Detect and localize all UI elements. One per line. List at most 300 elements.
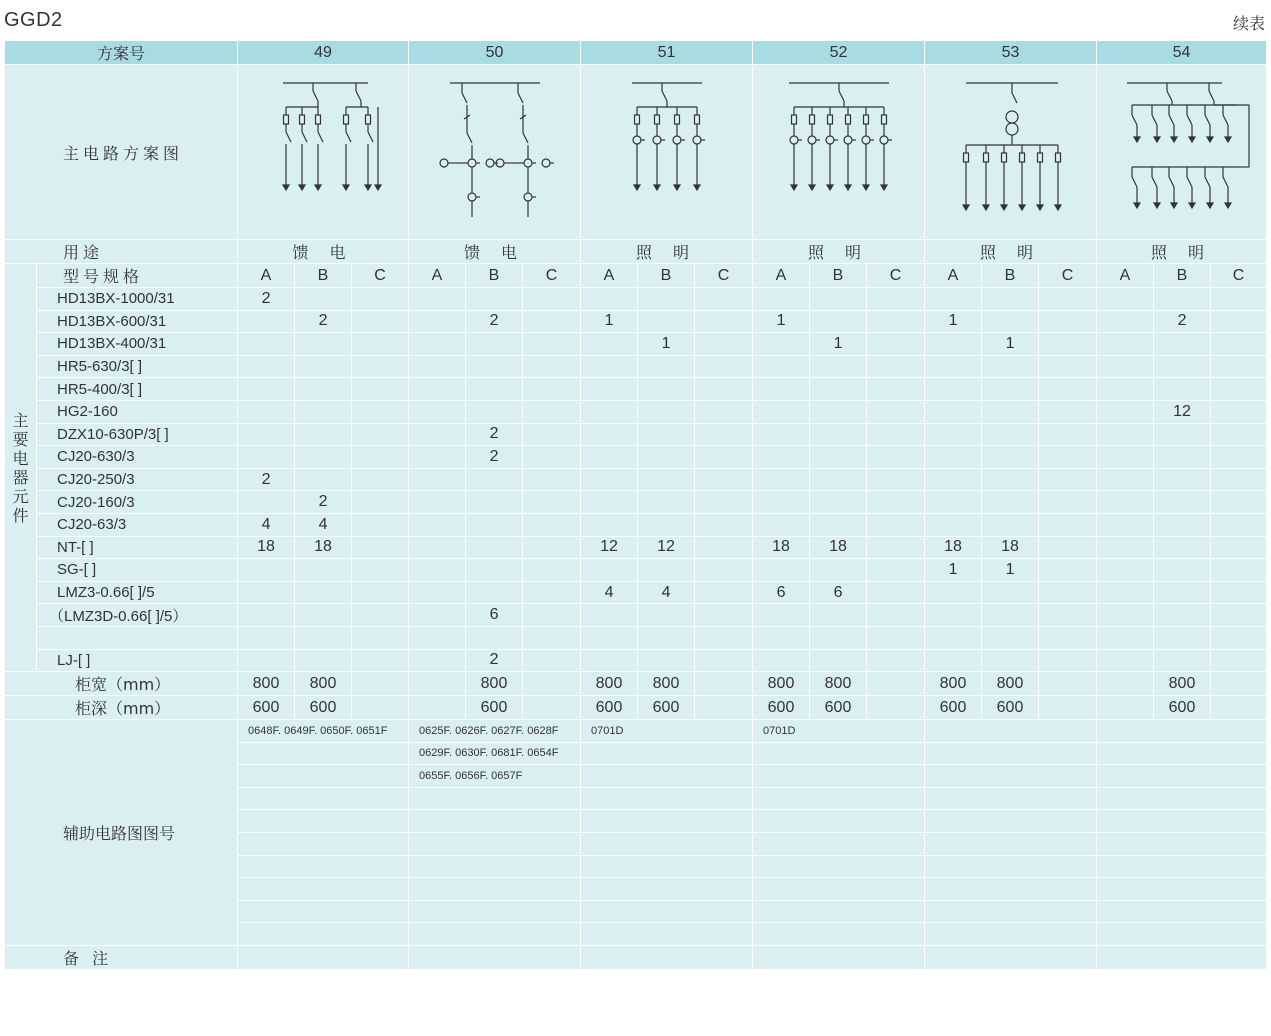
aux-circuit-codes: 0625F. 0626F. 0627F. 0628F xyxy=(409,720,581,743)
quantity-cell xyxy=(1211,581,1267,604)
width-value xyxy=(523,672,581,696)
aux-circuit-codes xyxy=(238,878,409,901)
aux-circuit-codes xyxy=(753,923,925,946)
remarks-value xyxy=(925,946,1097,970)
component-name xyxy=(37,626,238,649)
aux-circuit-codes xyxy=(581,833,753,856)
diagram-label: 主电路方案图 xyxy=(5,65,238,240)
aux-circuit-codes xyxy=(1097,833,1267,856)
quantity-cell xyxy=(1154,581,1211,604)
quantity-cell xyxy=(1211,423,1267,446)
usage-value: 馈 电 xyxy=(238,240,409,264)
circuit-diagram-52 xyxy=(753,65,925,240)
component-row xyxy=(5,536,1267,559)
quantity-cell xyxy=(1154,491,1211,514)
circuit-diagram-50 xyxy=(409,65,581,240)
depth-row xyxy=(5,696,1267,720)
width-value xyxy=(409,672,466,696)
quantity-cell xyxy=(238,355,295,378)
aux-circuit-codes xyxy=(409,900,581,923)
width-value xyxy=(867,672,925,696)
quantity-cell xyxy=(1097,626,1154,649)
quantity-cell: 12 xyxy=(1154,400,1211,423)
quantity-cell xyxy=(581,423,638,446)
depth-value xyxy=(409,696,466,720)
quantity-cell xyxy=(409,513,466,536)
aux-circuit-codes xyxy=(1097,900,1267,923)
quantity-cell xyxy=(753,559,810,582)
width-value xyxy=(1211,672,1267,696)
aux-circuit-codes xyxy=(1097,810,1267,833)
aux-circuit-codes xyxy=(1097,765,1267,788)
quantity-cell xyxy=(466,288,523,311)
aux-circuit-codes xyxy=(1097,923,1267,946)
component-row xyxy=(5,423,1267,446)
quantity-cell: 18 xyxy=(295,536,352,559)
depth-value xyxy=(1211,696,1267,720)
quantity-cell xyxy=(982,626,1039,649)
quantity-cell xyxy=(1211,446,1267,469)
quantity-cell xyxy=(925,626,982,649)
quantity-cell: 2 xyxy=(466,423,523,446)
diagram-row xyxy=(5,65,1267,240)
quantity-cell xyxy=(1097,491,1154,514)
depth-value: 600 xyxy=(581,696,638,720)
component-row xyxy=(5,355,1267,378)
quantity-cell xyxy=(753,446,810,469)
variant-label: C xyxy=(1039,264,1097,288)
quantity-cell xyxy=(1097,333,1154,356)
quantity-cell xyxy=(982,378,1039,401)
quantity-cell xyxy=(409,400,466,423)
aux-circuit-codes xyxy=(409,855,581,878)
quantity-cell xyxy=(352,536,409,559)
quantity-cell xyxy=(695,626,753,649)
quantity-cell xyxy=(695,604,753,627)
quantity-cell xyxy=(466,536,523,559)
aux-circuit-codes xyxy=(409,787,581,810)
quantity-cell xyxy=(638,400,695,423)
depth-value: 600 xyxy=(753,696,810,720)
quantity-cell xyxy=(867,491,925,514)
quantity-cell xyxy=(1097,604,1154,627)
quantity-cell xyxy=(638,604,695,627)
quantity-cell xyxy=(352,378,409,401)
quantity-cell xyxy=(523,423,581,446)
quantity-cell: 1 xyxy=(753,310,810,333)
quantity-cell xyxy=(1154,378,1211,401)
quantity-cell xyxy=(581,491,638,514)
quantity-cell xyxy=(638,649,695,672)
quantity-cell xyxy=(810,400,867,423)
remarks-value xyxy=(581,946,753,970)
quantity-cell xyxy=(925,378,982,401)
width-label: 柜宽（mm） xyxy=(5,672,238,696)
quantity-cell xyxy=(1097,581,1154,604)
quantity-cell xyxy=(1039,581,1097,604)
quantity-cell xyxy=(753,355,810,378)
quantity-cell xyxy=(466,581,523,604)
quantity-cell xyxy=(867,288,925,311)
component-name: CJ20-63/3 xyxy=(37,513,238,536)
component-name: LMZ3-0.66[ ]/5 xyxy=(37,581,238,604)
quantity-cell xyxy=(523,513,581,536)
variant-label: A xyxy=(581,264,638,288)
depth-label: 柜深（mm） xyxy=(5,696,238,720)
component-group-label: 主 要 电 器 元 件 xyxy=(5,264,37,672)
quantity-cell xyxy=(295,355,352,378)
quantity-cell xyxy=(352,513,409,536)
quantity-cell xyxy=(695,536,753,559)
quantity-cell xyxy=(1211,378,1267,401)
depth-value: 600 xyxy=(982,696,1039,720)
quantity-cell xyxy=(1039,491,1097,514)
aux-circuit-codes xyxy=(753,742,925,765)
aux-circuit-codes xyxy=(753,810,925,833)
quantity-cell xyxy=(1154,536,1211,559)
component-row xyxy=(5,513,1267,536)
quantity-cell xyxy=(753,626,810,649)
quantity-cell xyxy=(638,559,695,582)
quantity-cell xyxy=(523,355,581,378)
aux-circuit-codes xyxy=(409,878,581,901)
quantity-cell xyxy=(352,423,409,446)
aux-circuit-codes xyxy=(1097,742,1267,765)
quantity-cell xyxy=(810,355,867,378)
quantity-cell xyxy=(638,446,695,469)
quantity-cell xyxy=(1097,446,1154,469)
depth-value xyxy=(695,696,753,720)
quantity-cell xyxy=(867,536,925,559)
aux-circuit-codes xyxy=(753,878,925,901)
quantity-cell xyxy=(982,581,1039,604)
quantity-cell xyxy=(1039,333,1097,356)
quantity-cell xyxy=(867,513,925,536)
quantity-cell xyxy=(925,604,982,627)
aux-label: 辅助电路图图号 xyxy=(5,720,238,946)
spec-table xyxy=(4,40,1267,970)
variant-label: B xyxy=(982,264,1039,288)
quantity-cell xyxy=(695,400,753,423)
quantity-cell xyxy=(295,626,352,649)
quantity-cell xyxy=(352,310,409,333)
component-name: HR5-630/3[ ] xyxy=(37,355,238,378)
spec-label: 型号规格 xyxy=(37,264,238,288)
quantity-cell xyxy=(1097,468,1154,491)
depth-value: 600 xyxy=(638,696,695,720)
depth-value xyxy=(523,696,581,720)
quantity-cell xyxy=(638,491,695,514)
aux-circuit-codes xyxy=(238,765,409,788)
usage-label: 用途 xyxy=(5,240,238,264)
quantity-cell xyxy=(810,559,867,582)
quantity-cell xyxy=(695,491,753,514)
quantity-cell xyxy=(982,513,1039,536)
quantity-cell xyxy=(295,649,352,672)
scheme-number: 53 xyxy=(925,41,1097,65)
quantity-cell xyxy=(523,559,581,582)
quantity-cell: 1 xyxy=(638,333,695,356)
quantity-cell xyxy=(982,649,1039,672)
quantity-cell xyxy=(925,333,982,356)
quantity-cell xyxy=(925,581,982,604)
aux-circuit-codes xyxy=(925,810,1097,833)
quantity-cell xyxy=(867,446,925,469)
quantity-cell xyxy=(1211,536,1267,559)
quantity-cell xyxy=(1097,355,1154,378)
quantity-cell xyxy=(295,400,352,423)
quantity-cell xyxy=(638,468,695,491)
quantity-cell xyxy=(925,355,982,378)
quantity-cell xyxy=(925,468,982,491)
quantity-cell: 1 xyxy=(982,559,1039,582)
quantity-cell xyxy=(810,513,867,536)
quantity-cell xyxy=(523,649,581,672)
quantity-cell xyxy=(1039,468,1097,491)
quantity-cell xyxy=(925,513,982,536)
remarks-value xyxy=(753,946,925,970)
quantity-cell xyxy=(295,559,352,582)
component-row xyxy=(5,378,1267,401)
variant-label: C xyxy=(867,264,925,288)
quantity-cell: 18 xyxy=(925,536,982,559)
remarks-row xyxy=(5,946,1267,970)
scheme-label: 方案号 xyxy=(5,41,238,65)
quantity-cell xyxy=(695,355,753,378)
variant-label: C xyxy=(1211,264,1267,288)
quantity-cell: 2 xyxy=(466,310,523,333)
quantity-cell xyxy=(810,649,867,672)
quantity-cell xyxy=(523,581,581,604)
quantity-cell xyxy=(581,513,638,536)
variant-label: B xyxy=(1154,264,1211,288)
aux-circuit-codes xyxy=(925,787,1097,810)
quantity-cell: 6 xyxy=(810,581,867,604)
quantity-cell xyxy=(810,378,867,401)
quantity-cell xyxy=(238,491,295,514)
quantity-cell xyxy=(523,446,581,469)
quantity-cell xyxy=(1039,513,1097,536)
quantity-cell xyxy=(238,446,295,469)
quantity-cell xyxy=(1211,288,1267,311)
component-row xyxy=(5,400,1267,423)
width-value xyxy=(1097,672,1154,696)
quantity-cell xyxy=(1097,310,1154,333)
aux-circuit-codes xyxy=(409,923,581,946)
quantity-cell xyxy=(352,626,409,649)
quantity-cell xyxy=(982,446,1039,469)
aux-circuit-codes xyxy=(238,855,409,878)
quantity-cell xyxy=(1097,513,1154,536)
quantity-cell xyxy=(867,400,925,423)
quantity-cell xyxy=(1154,333,1211,356)
aux-circuit-codes xyxy=(925,742,1097,765)
quantity-cell: 1 xyxy=(810,333,867,356)
aux-circuit-codes xyxy=(1097,787,1267,810)
width-row xyxy=(5,672,1267,696)
quantity-cell xyxy=(409,491,466,514)
quantity-cell: 1 xyxy=(581,310,638,333)
quantity-cell xyxy=(581,333,638,356)
quantity-cell xyxy=(753,423,810,446)
variant-label: B xyxy=(810,264,867,288)
quantity-cell xyxy=(466,400,523,423)
remarks-value xyxy=(238,946,409,970)
quantity-cell xyxy=(1097,378,1154,401)
circuit-diagram-51 xyxy=(581,65,753,240)
quantity-cell xyxy=(523,310,581,333)
width-value: 800 xyxy=(925,672,982,696)
aux-circuit-codes xyxy=(238,833,409,856)
depth-value: 600 xyxy=(466,696,523,720)
quantity-cell xyxy=(1039,626,1097,649)
quantity-cell xyxy=(925,400,982,423)
aux-circuit-codes xyxy=(581,923,753,946)
quantity-cell xyxy=(523,333,581,356)
depth-value xyxy=(1097,696,1154,720)
quantity-cell xyxy=(982,355,1039,378)
page-title: GGD2 xyxy=(4,9,63,31)
quantity-cell xyxy=(810,423,867,446)
quantity-cell: 2 xyxy=(295,491,352,514)
quantity-cell xyxy=(1097,559,1154,582)
quantity-cell xyxy=(352,468,409,491)
scheme-number: 50 xyxy=(409,41,581,65)
quantity-cell xyxy=(753,400,810,423)
component-row xyxy=(5,446,1267,469)
quantity-cell xyxy=(295,446,352,469)
width-value: 800 xyxy=(638,672,695,696)
scheme-number: 49 xyxy=(238,41,409,65)
aux-circuit-codes xyxy=(1097,878,1267,901)
aux-circuit-codes xyxy=(1097,720,1267,743)
quantity-cell: 2 xyxy=(466,446,523,469)
quantity-cell xyxy=(238,604,295,627)
component-name: HR5-400/3[ ] xyxy=(37,378,238,401)
width-value: 800 xyxy=(295,672,352,696)
aux-circuit-codes xyxy=(581,787,753,810)
quantity-cell xyxy=(238,400,295,423)
quantity-cell xyxy=(1039,559,1097,582)
component-row xyxy=(5,333,1267,356)
component-name: CJ20-630/3 xyxy=(37,446,238,469)
quantity-cell xyxy=(409,378,466,401)
quantity-cell xyxy=(925,423,982,446)
component-name: HG2-160 xyxy=(37,400,238,423)
depth-value xyxy=(867,696,925,720)
width-value xyxy=(695,672,753,696)
usage-value: 照 明 xyxy=(925,240,1097,264)
quantity-cell xyxy=(810,446,867,469)
quantity-cell xyxy=(695,468,753,491)
quantity-cell xyxy=(1039,310,1097,333)
quantity-cell xyxy=(925,288,982,311)
quantity-cell xyxy=(295,468,352,491)
quantity-cell xyxy=(810,604,867,627)
aux-circuit-codes xyxy=(238,900,409,923)
quantity-cell xyxy=(1154,288,1211,311)
usage-value: 照 明 xyxy=(581,240,753,264)
quantity-cell xyxy=(982,423,1039,446)
quantity-cell xyxy=(867,378,925,401)
quantity-cell: 18 xyxy=(982,536,1039,559)
usage-value: 照 明 xyxy=(1097,240,1267,264)
quantity-cell xyxy=(753,288,810,311)
aux-circuit-codes xyxy=(581,810,753,833)
quantity-cell xyxy=(409,446,466,469)
quantity-cell xyxy=(1154,423,1211,446)
quantity-cell xyxy=(1039,446,1097,469)
quantity-cell: 1 xyxy=(982,333,1039,356)
quantity-cell: 6 xyxy=(466,604,523,627)
quantity-cell xyxy=(638,288,695,311)
depth-value: 600 xyxy=(238,696,295,720)
quantity-cell xyxy=(982,288,1039,311)
quantity-cell: 18 xyxy=(753,536,810,559)
quantity-cell xyxy=(466,626,523,649)
width-value: 800 xyxy=(466,672,523,696)
aux-circuit-codes xyxy=(581,765,753,788)
quantity-cell xyxy=(695,513,753,536)
quantity-cell xyxy=(1039,288,1097,311)
quantity-cell xyxy=(1211,626,1267,649)
quantity-cell xyxy=(1154,559,1211,582)
aux-circuit-codes: 0655F. 0656F. 0657F xyxy=(409,765,581,788)
quantity-cell xyxy=(581,400,638,423)
variant-label: C xyxy=(352,264,409,288)
quantity-cell: 2 xyxy=(238,468,295,491)
component-name: HD13BX-400/31 xyxy=(37,333,238,356)
quantity-cell xyxy=(810,310,867,333)
quantity-cell xyxy=(409,468,466,491)
quantity-cell xyxy=(638,423,695,446)
remarks-label: 备 注 xyxy=(5,946,238,970)
quantity-cell xyxy=(352,581,409,604)
quantity-cell xyxy=(753,513,810,536)
aux-circuit-codes xyxy=(409,833,581,856)
quantity-cell xyxy=(753,468,810,491)
aux-circuit-codes xyxy=(238,742,409,765)
component-row xyxy=(5,626,1267,649)
quantity-cell xyxy=(581,378,638,401)
quantity-cell xyxy=(295,423,352,446)
aux-circuit-codes xyxy=(753,765,925,788)
quantity-cell xyxy=(523,604,581,627)
circuit-diagram-53 xyxy=(925,65,1097,240)
quantity-cell xyxy=(867,423,925,446)
aux-circuit-codes xyxy=(753,855,925,878)
usage-value: 馈 电 xyxy=(409,240,581,264)
quantity-cell xyxy=(1097,288,1154,311)
quantity-cell xyxy=(238,559,295,582)
quantity-cell xyxy=(523,288,581,311)
quantity-cell: 4 xyxy=(638,581,695,604)
remarks-value xyxy=(1097,946,1267,970)
quantity-cell xyxy=(1211,468,1267,491)
quantity-cell xyxy=(638,355,695,378)
quantity-cell xyxy=(1154,513,1211,536)
quantity-cell xyxy=(238,626,295,649)
quantity-cell xyxy=(466,333,523,356)
component-name: DZX10-630P/3[ ] xyxy=(37,423,238,446)
quantity-cell xyxy=(810,288,867,311)
quantity-cell xyxy=(1154,649,1211,672)
quantity-cell: 2 xyxy=(238,288,295,311)
spec-row xyxy=(5,264,1267,288)
variant-label: A xyxy=(925,264,982,288)
quantity-cell xyxy=(466,378,523,401)
quantity-cell xyxy=(695,378,753,401)
